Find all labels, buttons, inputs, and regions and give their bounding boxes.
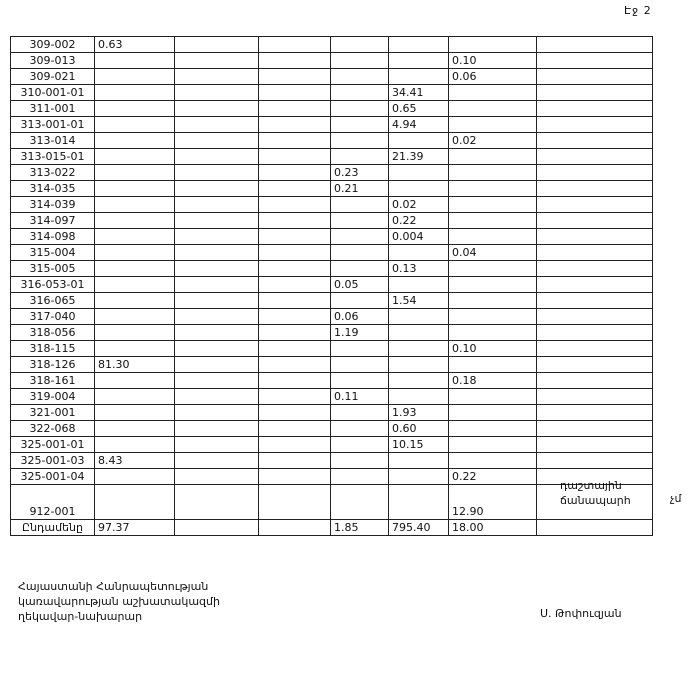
value-cell — [259, 37, 331, 53]
value-cell — [537, 277, 653, 293]
table-row — [11, 53, 653, 69]
value-cell — [175, 229, 259, 245]
road-note-line-1: դաշտային — [560, 479, 622, 492]
value-cell — [331, 37, 389, 53]
signature-title-line-1: Հայաստանի Հանրապետության — [18, 580, 209, 593]
value-cell — [259, 53, 331, 69]
value-cell — [537, 261, 653, 277]
road-note-mark: չմ — [670, 492, 682, 505]
value-cell — [259, 437, 331, 453]
value-cell — [95, 245, 175, 261]
value-cell — [259, 261, 331, 277]
row-code-cell: 316-065 — [11, 293, 95, 309]
value-cell — [537, 325, 653, 341]
table-row — [11, 149, 653, 165]
value-cell — [95, 293, 175, 309]
table-row — [11, 373, 653, 389]
value-cell — [259, 117, 331, 133]
value-cell — [389, 309, 449, 325]
value-cell — [537, 69, 653, 85]
value-cell — [175, 85, 259, 101]
value-cell — [175, 485, 259, 520]
value-cell — [95, 309, 175, 325]
value-cell — [331, 117, 389, 133]
value-cell — [175, 373, 259, 389]
value-cell — [331, 213, 389, 229]
table-row — [11, 325, 653, 341]
value-cell — [389, 389, 449, 405]
value-cell — [537, 421, 653, 437]
signature-title-line-2: կառավարության աշխատակազմի — [18, 595, 220, 608]
value-cell — [175, 213, 259, 229]
value-cell — [331, 149, 389, 165]
row-code-cell: 313-022 — [11, 165, 95, 181]
value-cell — [259, 357, 331, 373]
value-cell — [259, 69, 331, 85]
row-code-cell: 311-001 — [11, 101, 95, 117]
table-row — [11, 69, 653, 85]
value-cell — [259, 325, 331, 341]
table-row — [11, 101, 653, 117]
value-cell — [259, 405, 331, 421]
value-cell — [389, 453, 449, 469]
value-cell — [259, 245, 331, 261]
value-cell — [331, 485, 389, 520]
value-cell — [449, 325, 537, 341]
value-cell: 0.22 — [389, 213, 449, 229]
value-cell — [175, 117, 259, 133]
row-code-cell: 318-161 — [11, 373, 95, 389]
value-cell — [537, 53, 653, 69]
value-cell — [175, 101, 259, 117]
row-code-cell: 314-035 — [11, 181, 95, 197]
table-row — [11, 117, 653, 133]
value-cell — [449, 37, 537, 53]
value-cell — [331, 229, 389, 245]
value-cell — [389, 37, 449, 53]
value-cell — [331, 437, 389, 453]
value-cell — [259, 101, 331, 117]
value-cell — [449, 149, 537, 165]
value-cell: 81.30 — [95, 357, 175, 373]
value-cell — [175, 165, 259, 181]
value-cell — [95, 261, 175, 277]
value-cell — [449, 197, 537, 213]
value-cell — [537, 357, 653, 373]
value-cell: 0.06 — [449, 69, 537, 85]
value-cell — [175, 325, 259, 341]
row-code-cell: 309-013 — [11, 53, 95, 69]
table-row — [11, 37, 653, 53]
value-cell — [331, 53, 389, 69]
row-code-cell: 316-053-01 — [11, 277, 95, 293]
value-cell — [95, 469, 175, 485]
value-cell — [537, 101, 653, 117]
value-cell — [331, 197, 389, 213]
table-row — [11, 520, 653, 536]
value-cell — [259, 485, 331, 520]
table-row — [11, 469, 653, 485]
row-code-cell: 310-001-01 — [11, 85, 95, 101]
value-cell — [175, 469, 259, 485]
value-cell — [537, 229, 653, 245]
table-row — [11, 341, 653, 357]
value-cell — [259, 197, 331, 213]
value-cell — [331, 421, 389, 437]
value-cell: 0.65 — [389, 101, 449, 117]
value-cell — [175, 389, 259, 405]
value-cell: 0.02 — [449, 133, 537, 149]
value-cell — [259, 520, 331, 536]
value-cell — [389, 277, 449, 293]
value-cell — [449, 357, 537, 373]
table-row — [11, 261, 653, 277]
table-row — [11, 485, 653, 520]
value-cell — [449, 453, 537, 469]
value-cell — [537, 133, 653, 149]
table-row — [11, 229, 653, 245]
value-cell: 0.21 — [331, 181, 389, 197]
row-code-cell: 314-039 — [11, 197, 95, 213]
row-code-cell: 314-098 — [11, 229, 95, 245]
value-cell — [175, 53, 259, 69]
value-cell — [389, 133, 449, 149]
value-cell — [331, 133, 389, 149]
value-cell — [331, 405, 389, 421]
value-cell — [389, 325, 449, 341]
value-cell — [331, 469, 389, 485]
value-cell: 8.43 — [95, 453, 175, 469]
row-code-cell: 317-040 — [11, 309, 95, 325]
value-cell: 0.10 — [449, 53, 537, 69]
value-cell — [95, 197, 175, 213]
value-cell: 1.85 — [331, 520, 389, 536]
value-cell — [95, 149, 175, 165]
value-cell — [537, 373, 653, 389]
row-code-cell: 912-001 — [11, 485, 95, 520]
value-cell — [537, 165, 653, 181]
row-code-cell: 325-001-03 — [11, 453, 95, 469]
value-cell — [537, 341, 653, 357]
value-cell — [259, 277, 331, 293]
value-cell — [95, 405, 175, 421]
row-code-cell: 309-021 — [11, 69, 95, 85]
value-cell: 795.40 — [389, 520, 449, 536]
value-cell — [259, 373, 331, 389]
value-cell: 4.94 — [389, 117, 449, 133]
table-row — [11, 437, 653, 453]
value-cell — [175, 69, 259, 85]
value-cell — [95, 389, 175, 405]
value-cell — [449, 309, 537, 325]
value-cell — [331, 69, 389, 85]
row-code-cell: Ընդամենը — [11, 520, 95, 536]
value-cell — [389, 53, 449, 69]
value-cell — [175, 181, 259, 197]
value-cell: 0.63 — [95, 37, 175, 53]
value-cell — [389, 181, 449, 197]
value-cell — [537, 405, 653, 421]
value-cell — [95, 85, 175, 101]
value-cell — [175, 37, 259, 53]
value-cell: 97.37 — [95, 520, 175, 536]
value-cell — [389, 245, 449, 261]
row-code-cell: 314-097 — [11, 213, 95, 229]
value-cell: 1.19 — [331, 325, 389, 341]
table-row — [11, 357, 653, 373]
row-code-cell: 318-056 — [11, 325, 95, 341]
value-cell: 1.54 — [389, 293, 449, 309]
signature-block — [18, 579, 220, 624]
value-cell — [537, 117, 653, 133]
table-row — [11, 389, 653, 405]
value-cell: 0.18 — [449, 373, 537, 389]
value-cell — [331, 453, 389, 469]
value-cell — [259, 133, 331, 149]
value-cell — [259, 309, 331, 325]
value-cell: 0.02 — [389, 197, 449, 213]
value-cell — [175, 357, 259, 373]
value-cell — [95, 133, 175, 149]
value-cell — [259, 469, 331, 485]
value-cell — [331, 85, 389, 101]
value-cell — [259, 421, 331, 437]
value-cell — [95, 277, 175, 293]
row-code-cell: 315-005 — [11, 261, 95, 277]
value-cell — [175, 341, 259, 357]
value-cell — [449, 117, 537, 133]
row-code-cell: 309-002 — [11, 37, 95, 53]
row-code-cell: 318-126 — [11, 357, 95, 373]
value-cell — [537, 181, 653, 197]
row-code-cell: 322-068 — [11, 421, 95, 437]
value-cell — [449, 405, 537, 421]
value-cell: 0.004 — [389, 229, 449, 245]
table-row — [11, 85, 653, 101]
value-cell — [331, 245, 389, 261]
value-cell — [537, 453, 653, 469]
value-cell — [331, 101, 389, 117]
value-cell — [449, 293, 537, 309]
value-cell — [175, 405, 259, 421]
value-cell — [175, 277, 259, 293]
value-cell: 0.22 — [449, 469, 537, 485]
row-code-cell: 319-004 — [11, 389, 95, 405]
value-cell — [389, 357, 449, 373]
value-cell — [259, 389, 331, 405]
road-note — [560, 478, 631, 508]
value-cell — [95, 229, 175, 245]
row-code-cell: 313-001-01 — [11, 117, 95, 133]
value-cell — [537, 213, 653, 229]
value-cell — [449, 165, 537, 181]
value-cell: 18.00 — [449, 520, 537, 536]
table-row — [11, 213, 653, 229]
value-cell — [449, 389, 537, 405]
value-cell — [95, 325, 175, 341]
value-cell: 0.06 — [331, 309, 389, 325]
value-cell — [95, 213, 175, 229]
row-code-cell: 318-115 — [11, 341, 95, 357]
value-cell — [95, 341, 175, 357]
value-cell — [259, 341, 331, 357]
value-cell — [389, 165, 449, 181]
value-cell — [537, 245, 653, 261]
value-cell — [331, 293, 389, 309]
value-cell — [449, 277, 537, 293]
road-note-line-2: ճանապարհ — [560, 494, 631, 507]
table-row — [11, 453, 653, 469]
value-cell — [449, 261, 537, 277]
value-cell — [537, 37, 653, 53]
value-cell — [95, 437, 175, 453]
value-cell: 1.93 — [389, 405, 449, 421]
table-row — [11, 133, 653, 149]
value-cell: 0.60 — [389, 421, 449, 437]
value-cell: 34.41 — [389, 85, 449, 101]
row-code-cell: 321-001 — [11, 405, 95, 421]
value-cell — [449, 85, 537, 101]
value-cell — [95, 69, 175, 85]
value-cell — [449, 213, 537, 229]
value-cell — [331, 341, 389, 357]
value-cell — [175, 453, 259, 469]
value-cell — [259, 453, 331, 469]
signature-title-line-3: ղեկավար-նախարար — [18, 610, 143, 623]
value-cell — [331, 261, 389, 277]
value-cell — [175, 421, 259, 437]
table-row — [11, 421, 653, 437]
value-cell — [95, 485, 175, 520]
value-cell: 12.90 — [449, 485, 537, 520]
value-cell — [537, 389, 653, 405]
value-cell — [175, 197, 259, 213]
row-code-cell: 315-004 — [11, 245, 95, 261]
value-cell — [449, 437, 537, 453]
value-cell — [175, 245, 259, 261]
value-cell — [537, 85, 653, 101]
value-cell — [175, 149, 259, 165]
value-cell — [449, 101, 537, 117]
row-code-cell: 313-014 — [11, 133, 95, 149]
value-cell — [95, 181, 175, 197]
value-cell — [389, 469, 449, 485]
value-cell — [537, 149, 653, 165]
value-cell — [95, 117, 175, 133]
table-row — [11, 405, 653, 421]
signer-name: Ս. Թոփուզյան — [540, 607, 622, 620]
value-cell — [389, 341, 449, 357]
value-cell — [175, 133, 259, 149]
value-cell — [537, 437, 653, 453]
data-table — [10, 36, 653, 536]
table-row — [11, 165, 653, 181]
value-cell — [449, 229, 537, 245]
value-cell: 0.05 — [331, 277, 389, 293]
value-cell — [537, 197, 653, 213]
value-cell — [95, 53, 175, 69]
page-number: Էջ 2 — [624, 4, 652, 17]
table-row — [11, 197, 653, 213]
table-row — [11, 293, 653, 309]
row-code-cell: 313-015-01 — [11, 149, 95, 165]
value-cell — [175, 309, 259, 325]
value-cell — [95, 165, 175, 181]
value-cell: 0.10 — [449, 341, 537, 357]
value-cell — [389, 373, 449, 389]
value-cell — [95, 421, 175, 437]
value-cell — [175, 437, 259, 453]
value-cell — [537, 520, 653, 536]
value-cell: 0.13 — [389, 261, 449, 277]
table-row — [11, 309, 653, 325]
value-cell — [175, 293, 259, 309]
value-cell: 10.15 — [389, 437, 449, 453]
value-cell — [175, 261, 259, 277]
value-cell — [449, 181, 537, 197]
table-row — [11, 181, 653, 197]
value-cell — [259, 213, 331, 229]
value-cell — [95, 101, 175, 117]
value-cell — [95, 373, 175, 389]
value-cell — [537, 293, 653, 309]
table-row — [11, 245, 653, 261]
value-cell — [389, 485, 449, 520]
table-row — [11, 277, 653, 293]
value-cell — [389, 69, 449, 85]
value-cell — [259, 85, 331, 101]
value-cell: 0.23 — [331, 165, 389, 181]
row-code-cell: 325-001-01 — [11, 437, 95, 453]
value-cell — [259, 149, 331, 165]
value-cell — [175, 520, 259, 536]
value-cell — [537, 309, 653, 325]
value-cell — [449, 421, 537, 437]
value-cell — [331, 373, 389, 389]
value-cell — [259, 293, 331, 309]
value-cell: 0.11 — [331, 389, 389, 405]
value-cell — [331, 357, 389, 373]
value-cell: 21.39 — [389, 149, 449, 165]
value-cell — [259, 229, 331, 245]
value-cell — [259, 181, 331, 197]
value-cell — [259, 165, 331, 181]
value-cell: 0.04 — [449, 245, 537, 261]
row-code-cell: 325-001-04 — [11, 469, 95, 485]
